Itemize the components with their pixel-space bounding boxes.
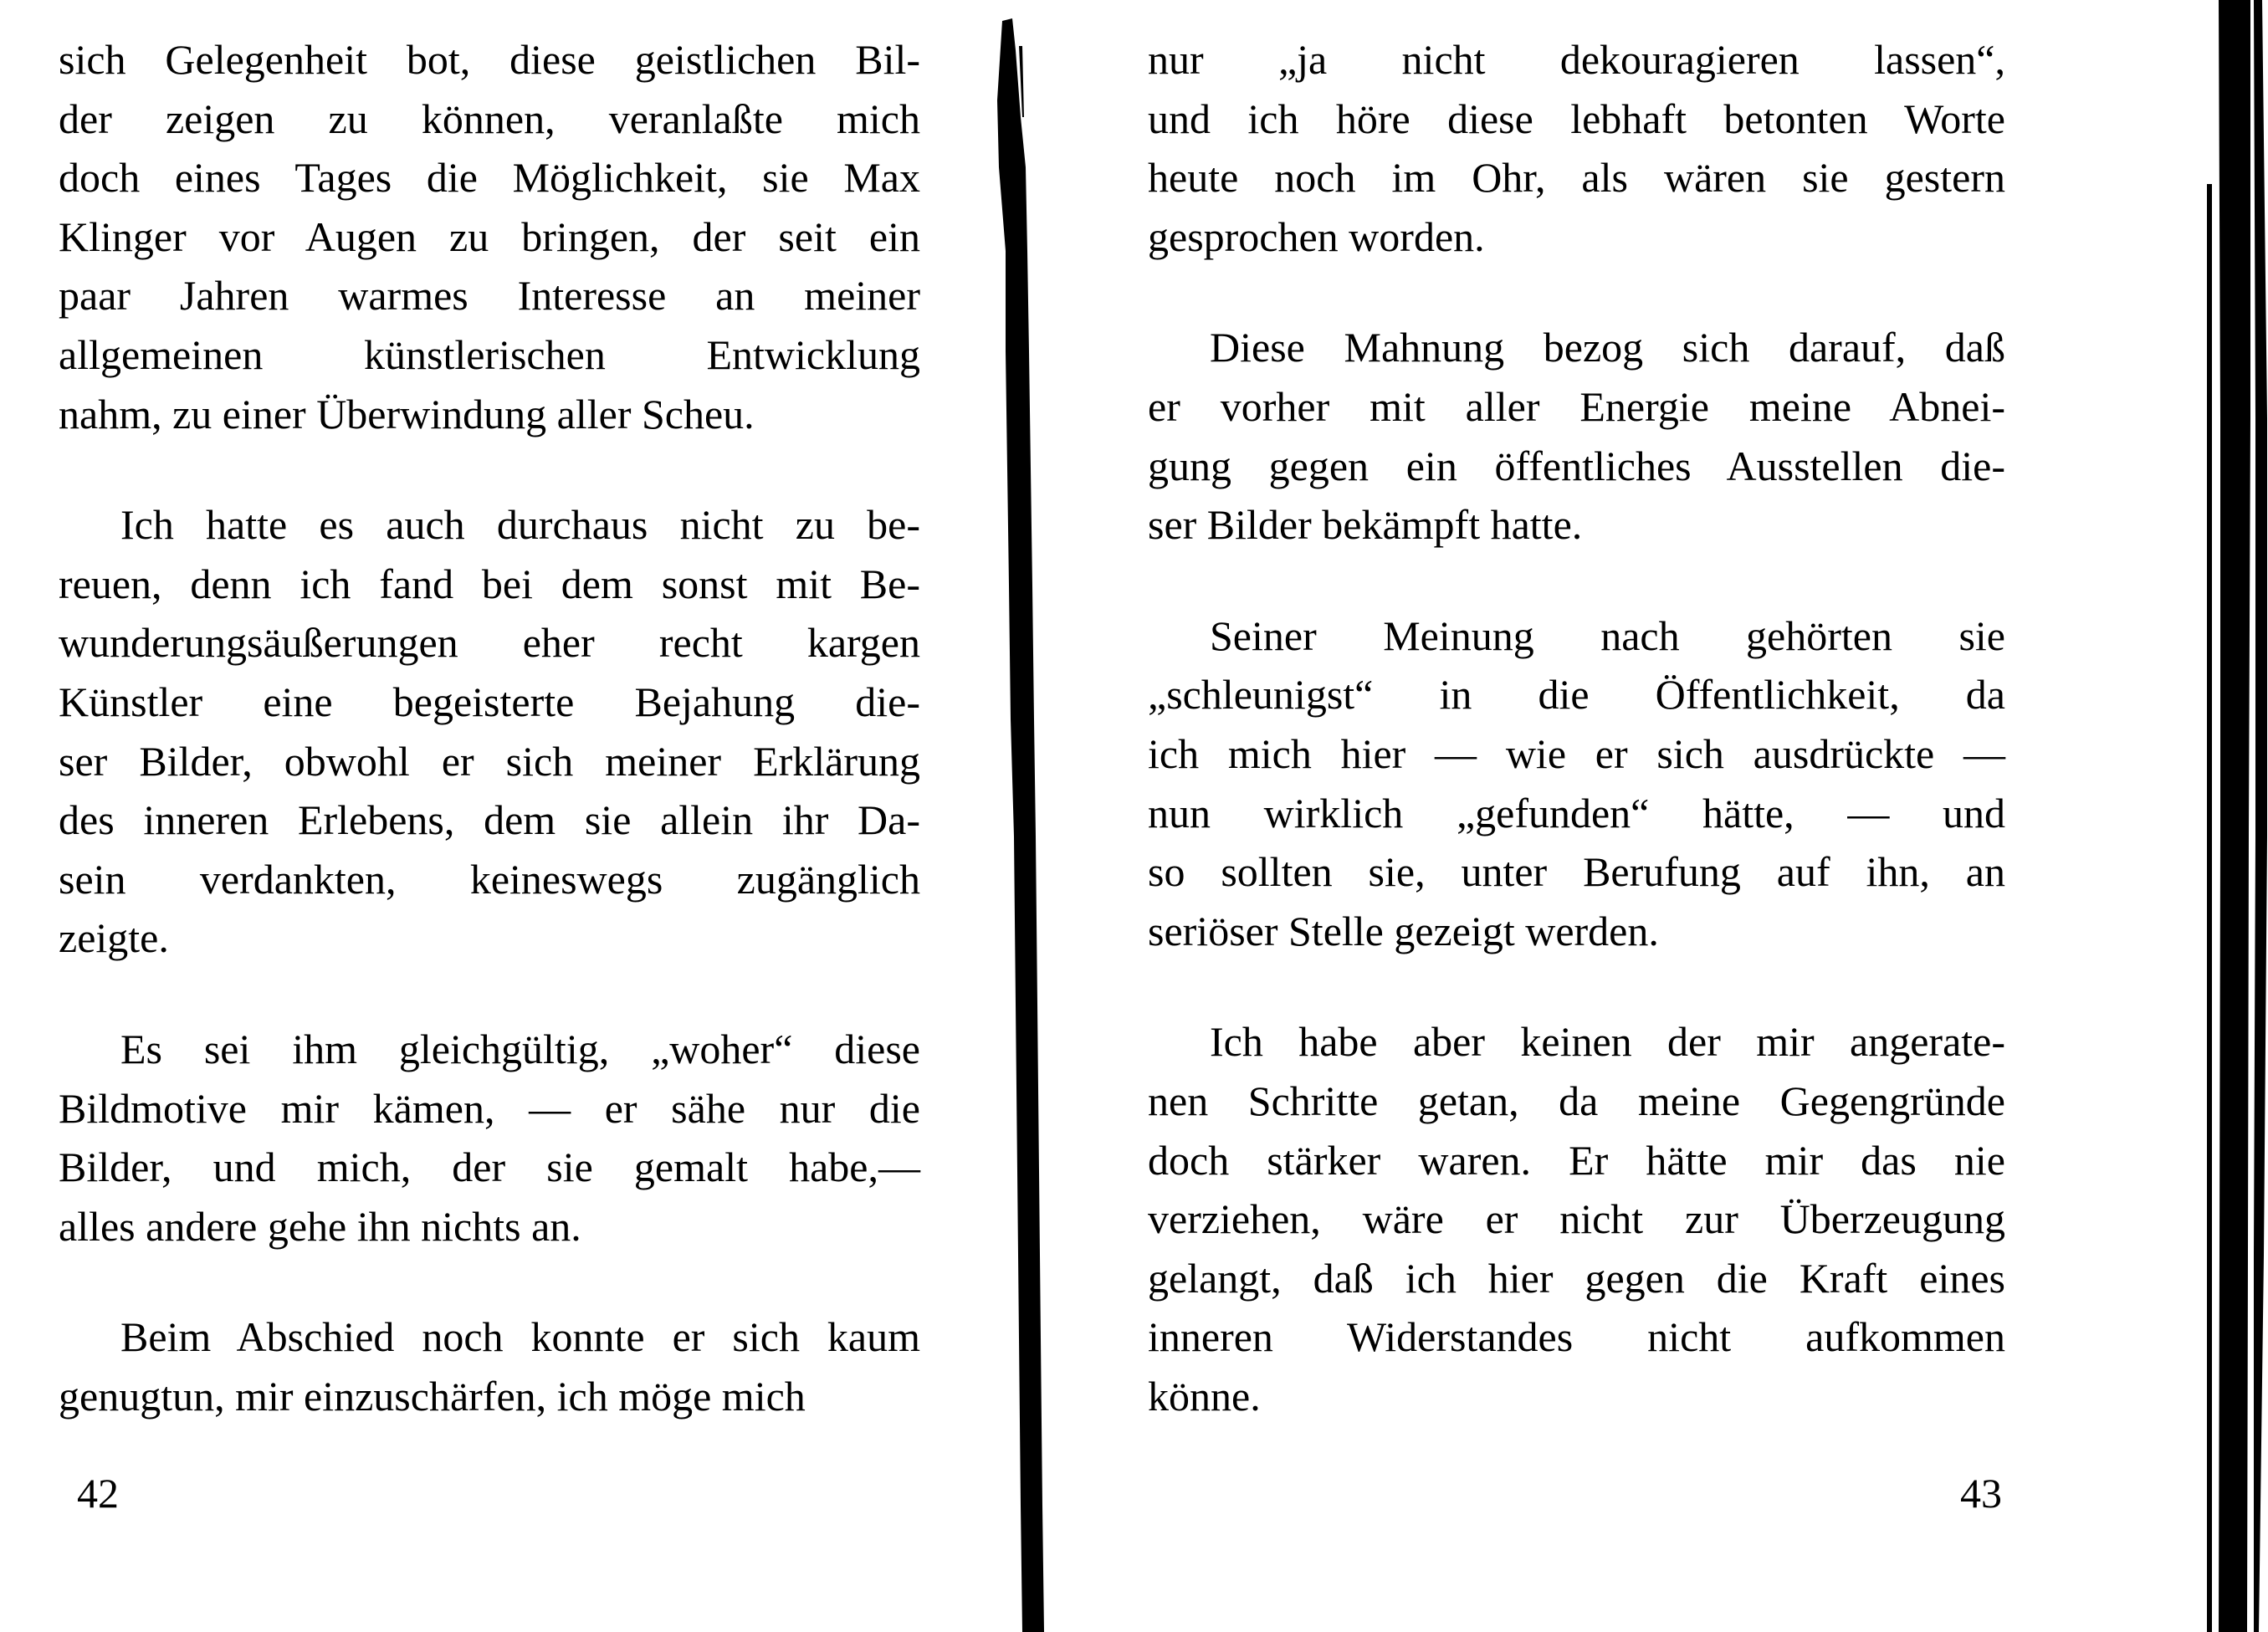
text-line: Beim Abschied noch konnte er sich kaum <box>120 1313 920 1361</box>
text-line: genugtun, mir einzuschärfen, ich möge mich <box>59 1372 806 1420</box>
text-line: „schleunigst“ in die Öffentlichkeit, da <box>1148 671 2005 719</box>
page-number-right: 43 <box>1960 1470 2002 1517</box>
text-line: könne. <box>1148 1372 1261 1420</box>
text-line: gelangt, daß ich hier gegen die Kraft eines <box>1148 1254 2005 1302</box>
text-line: Es sei ihm gleichgültig, „woher“ diese <box>120 1025 920 1072</box>
text-line: Bildmotive mir kämen, — er sähe nur die <box>59 1084 920 1132</box>
paragraph <box>59 30 920 443</box>
text-line: zeigte. <box>59 914 169 962</box>
paragraph-gap <box>1148 960 2005 1012</box>
paragraph-gap <box>1148 266 2005 318</box>
text-line: doch eines Tages die Möglichkeit, sie Max <box>59 154 920 202</box>
paragraph-gap <box>1148 555 2005 606</box>
page-number-left: 42 <box>77 1470 119 1517</box>
edge-band-outer <box>2207 184 2212 1632</box>
text-line: seriöser Stelle gezeigt werden. <box>1148 907 1659 954</box>
text-line: doch stärker waren. Er hätte mir das nie <box>1148 1136 2005 1184</box>
text-line: Ich hatte es auch durchaus nicht zu be- <box>120 501 920 549</box>
text-line: so sollten sie, unter Berufung auf ihn, an <box>1148 848 2005 896</box>
text-line: allgemeinen künstlerischen Entwicklung <box>59 330 920 378</box>
paragraph-gap <box>59 1256 920 1307</box>
page-edge-shadow <box>2142 0 2268 1632</box>
text-line: nun wirklich „gefunden“ hätte, — und <box>1148 789 2005 836</box>
text-line: inneren Widerstandes nicht aufkommen <box>1148 1313 2005 1361</box>
text-line: alles andere gehe ihn nichts an. <box>59 1202 581 1250</box>
text-line: reuen, denn ich fand bei dem sonst mit Be- <box>59 560 920 607</box>
text-line: nur „ja nicht dekouragieren lassen“, <box>1148 36 2005 83</box>
text-line: paar Jahren warmes Interesse an meiner <box>59 272 920 320</box>
text-line: des inneren Erlebens, dem sie allein ihr Da- <box>59 796 920 844</box>
gutter-streak <box>997 18 1044 1632</box>
text-line: ich mich hier — wie er sich ausdrückte — <box>1148 729 2005 777</box>
text-line: gesprochen worden. <box>1148 212 1485 260</box>
edge-band-right <box>2254 0 2267 1632</box>
text-line: der zeigen zu können, veranlaßte mich <box>59 95 920 142</box>
text-line: ser Bilder bekämpft hatte. <box>1148 501 1583 549</box>
left-page <box>0 0 987 1632</box>
right-page-text <box>1148 30 2005 1425</box>
paragraph <box>1148 318 2005 554</box>
text-line: Diese Mahnung bezog sich darauf, daß <box>1210 324 2005 371</box>
text-line: Bilder, und mich, der sie gemalt habe,— <box>59 1143 920 1191</box>
text-line: ser Bilder, obwohl er sich meiner Erklärung <box>59 737 920 785</box>
paragraph-gap <box>59 443 920 495</box>
paragraph <box>59 1020 920 1256</box>
paragraph <box>59 1307 920 1425</box>
paragraph <box>1148 606 2005 961</box>
text-line: heute noch im Ohr, als wären sie gestern <box>1148 154 2005 202</box>
text-line: verziehen, wäre er nicht zur Überzeugung <box>1148 1195 2005 1243</box>
right-page <box>1046 0 2217 1632</box>
paragraph-gap <box>59 968 920 1020</box>
paragraph <box>1148 1012 2005 1425</box>
edge-band-main <box>2219 0 2250 1632</box>
text-line: Klinger vor Augen zu bringen, der seit ein <box>59 212 920 260</box>
text-line: sich Gelegenheit bot, diese geistlichen Bil- <box>59 36 920 83</box>
text-line: gung gegen ein öffentliches Ausstellen die- <box>1148 442 2005 489</box>
text-line: Ich habe aber keinen der mir angerate- <box>1210 1018 2005 1066</box>
text-line: sein verdankten, keineswegs zugänglich <box>59 855 920 903</box>
text-line: nen Schritte getan, da meine Gegengründe <box>1148 1077 2005 1124</box>
text-line: Seiner Meinung nach gehörten sie <box>1210 611 2005 659</box>
left-page-text <box>59 30 920 1425</box>
paragraph <box>1148 30 2005 266</box>
text-line: nahm, zu einer Überwindung aller Scheu. <box>59 390 755 437</box>
text-line: und ich höre diese lebhaft betonten Worte <box>1148 95 2005 142</box>
text-line: Künstler eine begeisterte Bejahung die- <box>59 678 920 725</box>
paragraph <box>59 495 920 968</box>
text-line: er vorher mit aller Energie meine Abnei- <box>1148 382 2005 430</box>
text-line: wunderungsäußerungen eher recht kargen <box>59 619 920 667</box>
